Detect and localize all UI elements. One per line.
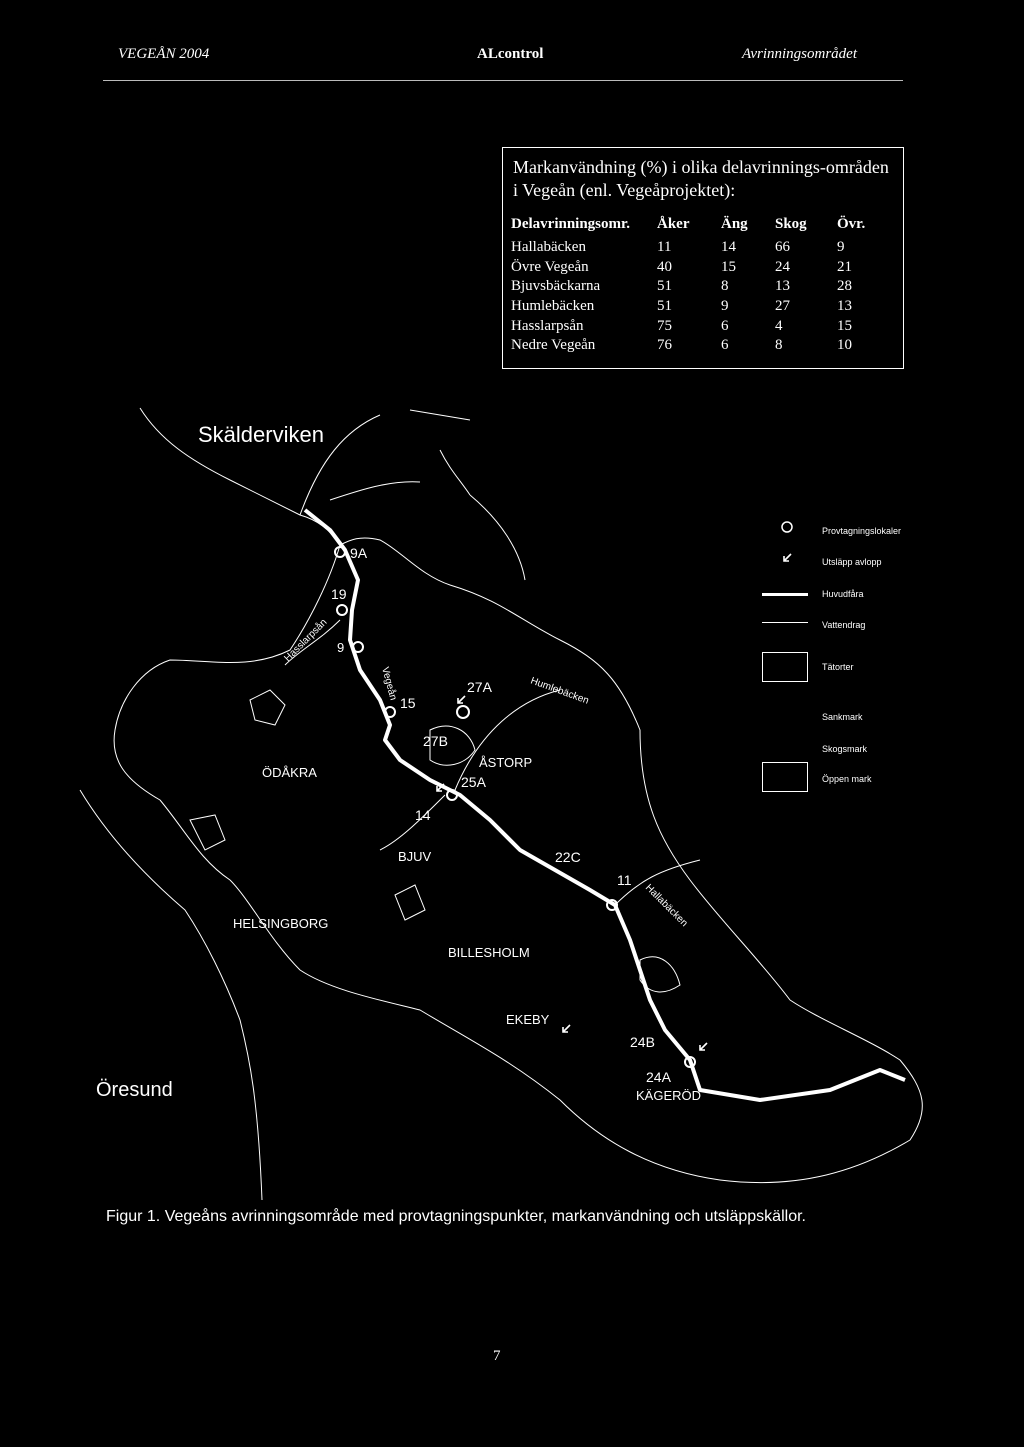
discharge-arrow-icon (700, 1043, 707, 1050)
sample-site-marker (353, 642, 363, 652)
catchment-boundary (114, 538, 922, 1183)
peninsula-outline (300, 410, 470, 515)
sample-site-marker (335, 547, 345, 557)
land-use-table (502, 147, 904, 369)
table-row (511, 238, 877, 258)
header-right: Avrinningsområdet (742, 46, 857, 62)
table-cell: Hasslarpsån (511, 317, 584, 334)
discharge-arrow-icon (563, 1025, 570, 1032)
water-label-skalderviken: Skälderviken (198, 422, 324, 447)
stream-label-hasslarpsan: Hasslarpsån (282, 617, 330, 665)
discharge-arrow-icon (458, 696, 465, 703)
site-label: 24B (630, 1034, 655, 1050)
coastline-oresund (80, 790, 262, 1200)
col-header: Äng (721, 215, 748, 232)
tributary-bjuv (380, 795, 445, 850)
place-label-astorp: ÅSTORP (479, 755, 533, 770)
table-cell: 10 (837, 337, 852, 354)
legend-label: Provtagningslokaler (822, 526, 902, 536)
site-label: 15 (400, 695, 416, 711)
table-cell: Hallabäcken (511, 239, 586, 256)
table-cell: 15 (837, 317, 852, 334)
table-row (511, 277, 877, 297)
table-cell: 76 (657, 337, 672, 354)
table-cell: Nedre Vegeån (511, 337, 596, 354)
table-cell: 6 (721, 317, 729, 334)
catchment-map (0, 400, 1024, 1200)
stream-label-vegean: Vegeån (379, 665, 399, 702)
col-header: Delavrinningsomr. (511, 215, 631, 232)
col-header: Åker (657, 215, 690, 232)
legend-label: Öppen mark (822, 774, 872, 784)
table-cell: 66 (775, 239, 790, 256)
site-label: 27B (423, 733, 448, 749)
table-grid (511, 210, 877, 356)
table-row (511, 258, 877, 278)
stream-label-humlebacken: Humlebäcken (528, 675, 591, 707)
place-label-helsingborg: HELSINGBORG (233, 916, 329, 931)
figure-caption: Figur 1. Vegeåns avrinningsområde med provtagningspunkter, markanvändning och utsläppskällor. (106, 1208, 806, 1225)
legend-label: Vattendrag (822, 620, 866, 630)
table-cell: 9 (721, 298, 729, 315)
discharge-arrow-icon (781, 552, 793, 564)
table-cell: 51 (657, 278, 672, 295)
open-land-swatch (762, 762, 808, 792)
table-row (511, 336, 877, 356)
water-label-oresund: Öresund (96, 1079, 173, 1101)
site-label: 27A (467, 679, 492, 695)
table-cell: 11 (657, 239, 672, 256)
stream-label-hallabacken: Hallabäcken (642, 882, 690, 930)
table-title: Markanvändning (%) i olika delavrinnings-områden i Vegeån (enl. Vegeåprojektet): (513, 157, 889, 200)
place-label-billesholm: BILLESHOLM (448, 945, 530, 960)
header-center: ALcontrol (477, 46, 544, 62)
table-row (511, 316, 877, 336)
site-label: 9A (350, 545, 368, 561)
urban-area-swatch (762, 652, 808, 682)
col-header: Övr. (837, 215, 866, 232)
site-label: 14 (415, 807, 431, 823)
stream-swatch (762, 622, 808, 623)
legend-label: Tätorter (822, 662, 854, 672)
site-label: 11 (617, 872, 632, 888)
table-cell: 27 (775, 298, 790, 315)
legend-label: Skogsmark (822, 744, 868, 754)
col-header: Skog (775, 215, 807, 232)
table-cell: Övre Vegeån (511, 258, 589, 275)
table-cell: 8 (775, 337, 783, 354)
boundary-east (470, 495, 525, 580)
table-row (511, 297, 877, 317)
page-number: 7 (493, 1348, 501, 1364)
table-cell: 9 (837, 239, 845, 256)
table-cell: 4 (775, 317, 783, 334)
place-label-odakra: ÖDÅKRA (262, 765, 317, 780)
table-cell: 8 (721, 278, 729, 295)
legend-label: Sankmark (822, 712, 863, 722)
site-label: 19 (331, 586, 347, 602)
main-channel (305, 510, 905, 1100)
place-label-bjuv: BJUV (398, 849, 432, 864)
site-label: 22C (555, 849, 581, 865)
place-label-kagerod: KÄGERÖD (636, 1088, 702, 1103)
wetland-patch (250, 690, 285, 725)
table-cell: 15 (721, 258, 736, 275)
main-channel-swatch (762, 593, 808, 596)
table-cell: 13 (775, 278, 790, 295)
table-cell: 24 (775, 258, 790, 275)
table-cell: Bjuvsbäckarna (511, 278, 601, 295)
site-label: 24A (646, 1069, 671, 1085)
header-left: VEGEÅN 2004 (118, 46, 210, 62)
legend-label: Utsläpp avlopp (822, 557, 882, 567)
table-cell: 28 (837, 278, 852, 295)
table-cell: 40 (657, 258, 672, 275)
sample-site-marker (337, 605, 347, 615)
table-cell: 21 (837, 258, 852, 275)
sampling-site-icon (780, 520, 794, 534)
table-cell: 6 (721, 337, 729, 354)
site-label: 9 (337, 640, 345, 655)
table-cell: 75 (657, 317, 672, 334)
table-header-row (511, 210, 877, 238)
table-cell: Humlebäcken (511, 298, 595, 315)
wetland-patch (190, 815, 225, 850)
header-rule (103, 80, 903, 81)
sample-site-marker (457, 706, 469, 718)
place-label-ekeby: EKEBY (506, 1012, 550, 1027)
site-label: 25A (461, 774, 486, 790)
legend-label: Huvudfåra (822, 589, 864, 599)
table-cell: 51 (657, 298, 672, 315)
table-cell: 14 (721, 239, 736, 256)
table-cell: 13 (837, 298, 852, 315)
urban-area (395, 885, 425, 920)
